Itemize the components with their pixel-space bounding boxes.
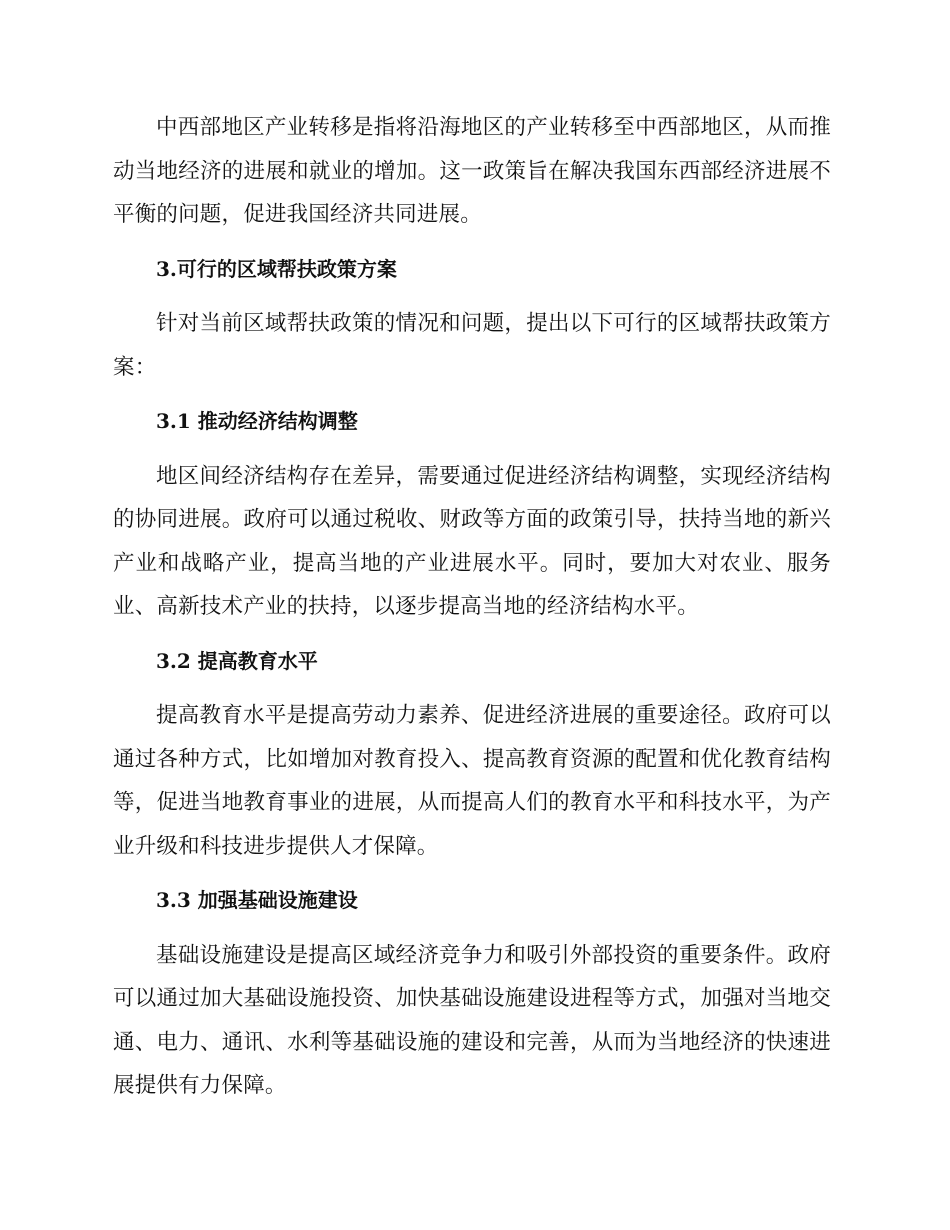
paragraph-section-3-intro: 针对当前区域帮扶政策的情况和问题，提出以下可行的区域帮扶政策方案：	[113, 311, 831, 380]
section-heading-3-2: 3.2 提高教育水平	[156, 648, 318, 673]
spacer	[113, 629, 831, 640]
paragraph-section-3-2: 提高教育水平是提高劳动力素养、促进经济进展的重要途径。政府可以通过各种方式，比如增加对教育投入、提高教育资源的配置和优化教育结构等，促进当地教育事业的进展，从而提高人们的教育水平和科技水平，为产业升级和科技进步提供人才保障。	[113, 703, 831, 859]
paragraph-section-3-1: 地区间经济结构存在差异，需要通过促进经济结构调整，实现经济结构的协同进展。政府可以通过税收、财政等方面的政策引导，扶持当地的新兴产业和战略产业，提高当地的产业进展水平。同时，要加大对农业、服务业、高新技术产业的扶持，以逐步提高当地的经济结构水平。	[113, 463, 831, 619]
section-heading-3: 3.可行的区域帮扶政策方案	[156, 256, 397, 281]
section-heading-3-3: 3.3 加强基础设施建设	[156, 888, 358, 912]
document-page	[113, 106, 831, 1108]
paragraph-section-3-3: 基础设施建设是提高区域经济竞争力和吸引外部投资的重要条件。政府可以通过加大基础设施投资、加快基础设施建设进程等方式，加强对当地交通、电力、通讯、水利等基础设施的建设和完善，从而为当地经济的快速进展提供有力保障。	[113, 942, 831, 1098]
section-heading-3-1: 3.1 推动经济结构调整	[156, 409, 358, 433]
paragraph-industry-transfer: 中西部地区产业转移是指将沿海地区的产业转移至中西部地区，从而推动当地经济的进展和就业的增加。这一政策旨在解决我国东西部经济进展不平衡的问题，促进我国经济共同进展。	[113, 115, 831, 227]
spacer	[113, 237, 831, 248]
spacer	[113, 868, 831, 879]
spacer	[113, 389, 831, 400]
spacer	[113, 444, 831, 455]
spacer	[113, 683, 831, 694]
spacer	[113, 291, 831, 302]
spacer	[113, 923, 831, 934]
